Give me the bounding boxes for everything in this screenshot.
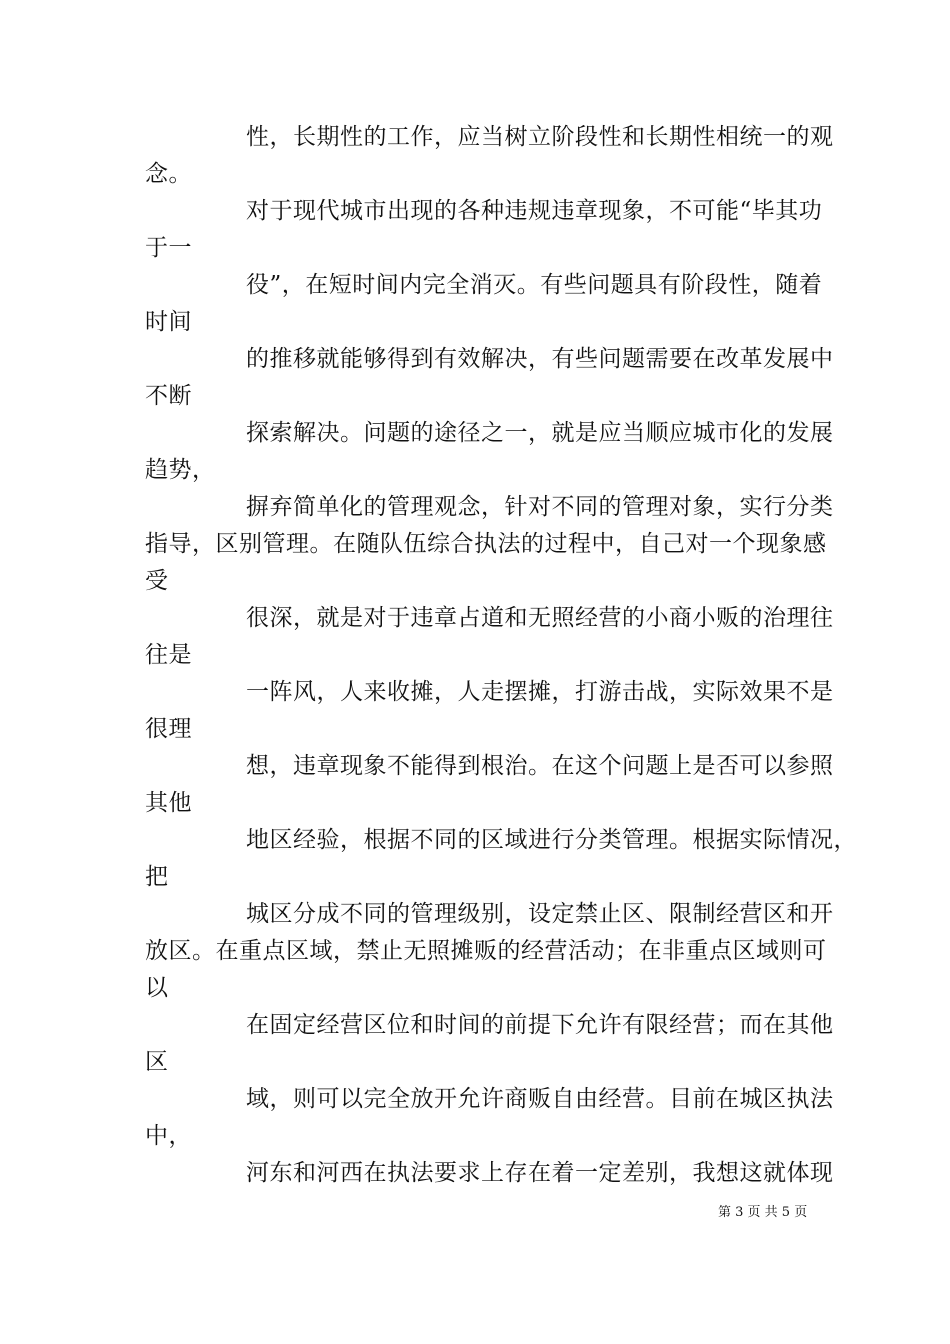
text-line: 把 — [145, 864, 169, 890]
text-line: 探索解决。问题的途径之一，就是应当顺应城市化的发展 — [246, 420, 834, 446]
text-line: 想，违章现象不能得到根治。在这个问题上是否可以参照 — [246, 753, 834, 779]
text-line: 很理 — [145, 716, 192, 742]
text-line: 时间 — [145, 309, 192, 335]
text-line: 指导，区别管理。在随队伍综合执法的过程中，自己对一个现象感 — [145, 531, 827, 557]
page-number-footer: 第 3 页 共 5 页 — [718, 1205, 808, 1220]
text-line: 受 — [145, 568, 169, 594]
text-line: 河东和河西在执法要求上存在着一定差别，我想这就体现 — [246, 1160, 834, 1186]
text-line: 念。 — [145, 161, 192, 187]
text-line: 中， — [145, 1123, 192, 1149]
text-line: 地区经验，根据不同的区域进行分类管理。根据实际情况， — [246, 827, 857, 853]
text-line: 城区分成不同的管理级别，设定禁止区、限制经营区和开 — [246, 901, 834, 927]
text-line: 往是 — [145, 642, 192, 668]
text-line: 役”，在短时间内完全消灭。有些问题具有阶段性，随着 — [246, 272, 823, 298]
text-line: 其他 — [145, 790, 192, 816]
text-line: 的推移就能够得到有效解决，有些问题需要在改革发展中 — [246, 346, 834, 372]
text-line: 区 — [145, 1049, 169, 1075]
text-line: 域，则可以完全放开允许商贩自由经营。目前在城区执法 — [246, 1086, 834, 1112]
text-line: 摒弃简单化的管理观念，针对不同的管理对象，实行分类 — [246, 494, 834, 520]
text-line: 性，长期性的工作，应当树立阶段性和长期性相统一的观 — [246, 124, 834, 150]
text-line: 以 — [145, 975, 169, 1001]
text-line: 在固定经营区位和时间的前提下允许有限经营；而在其他 — [246, 1012, 834, 1038]
text-line: 趋势， — [145, 457, 216, 483]
text-line: 于一 — [145, 235, 192, 261]
text-line: 放区。在重点区域，禁止无照摊贩的经营活动；在非重点区域则可 — [145, 938, 827, 964]
text-line: 很深，就是对于违章占道和无照经营的小商小贩的治理往 — [246, 605, 834, 631]
text-line: 一阵风，人来收摊，人走摆摊，打游击战，实际效果不是 — [246, 679, 834, 705]
text-line: 不断 — [145, 383, 192, 409]
text-line: 对于现代城市出现的各种违规违章现象，不可能“毕其功 — [246, 198, 823, 224]
